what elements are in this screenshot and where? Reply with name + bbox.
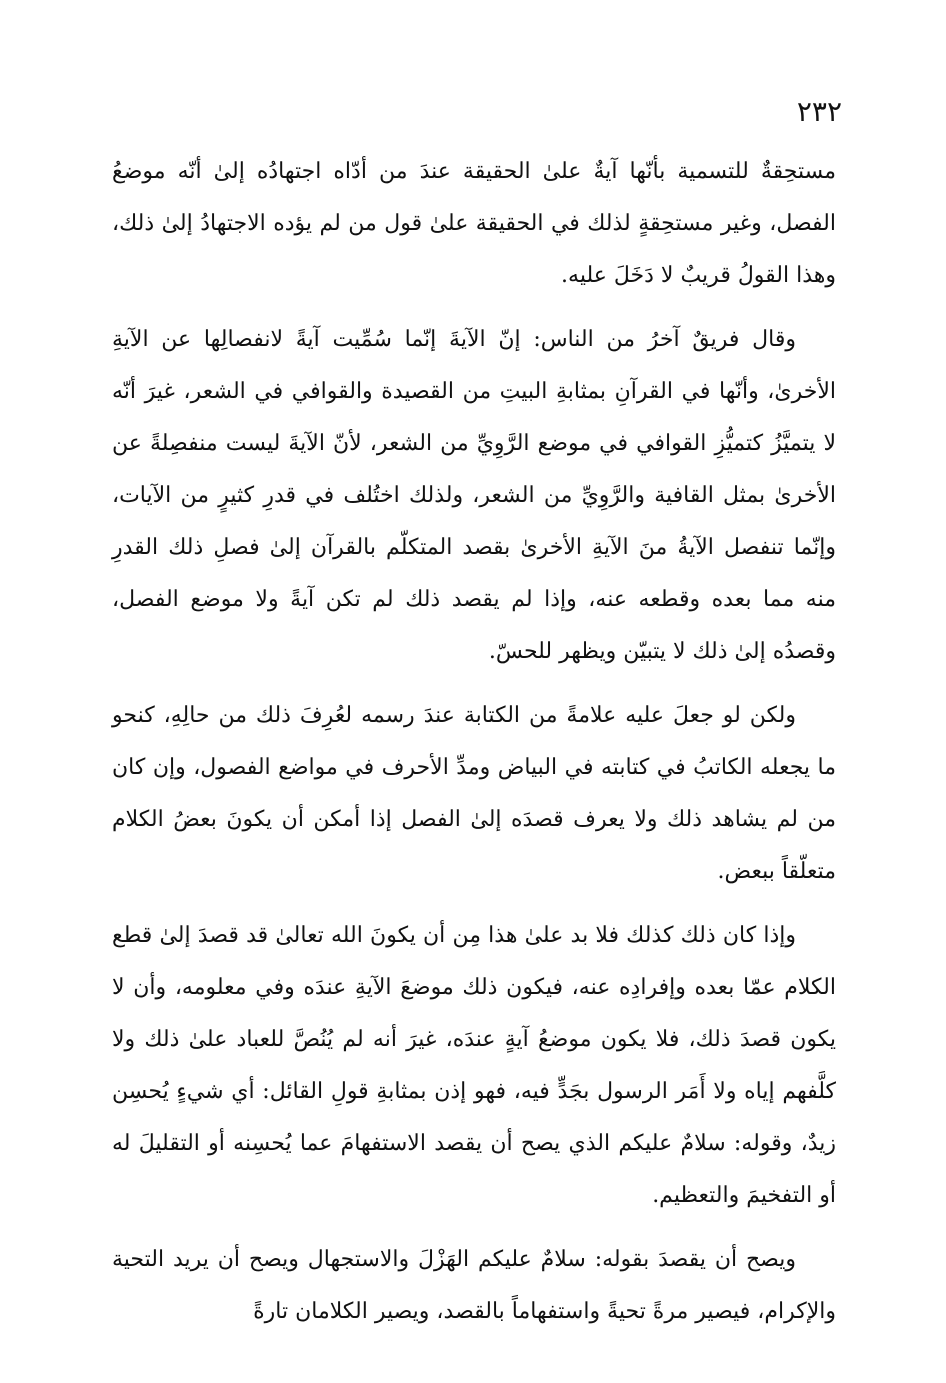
paragraph-4: وإذا كان ذلك كذلك فلا بد علىٰ هذا مِن أن يكونَ الله تعالىٰ قد قصدَ إلىٰ قطع الكلام عمّا بعده وإفرادِه عنه، فيكون ذلك موضعَ الآيةِ عندَه وفي معلومه، وأن لا يكون قصدَ ذلك، فلا يكون موضعُ آيةٍ عندَه، غيرَ أنه لم يُنُصَّ للعباد علىٰ ذلك ولا كلَّفهم إياه ولا أَمَر الرسول بجَدٍّ فيه، فهو إذن بمثابةِ قولِ القائل: أي شيءٍ يُحسِن زيدٌ، وقوله: سلامٌ عليكم الذي يصح أن يقصد الاستفهامَ عما يُحسِنه أو التقليلَ له أو التفخيمَ والتعظيم.	[112, 923, 836, 1208]
page-number: ٢٣٢	[796, 95, 842, 128]
paragraph-1: مستحِقةٌ للتسمية بأنّها آيةٌ علىٰ الحقيقة عندَ من أدّاه اجتهادُه إلىٰ أنّه موضعُ الفصل، وغير مستحِقةٍ لذلك في الحقيقة علىٰ قول من لم يؤده الاجتهادُ إلىٰ ذلك، وهذا القولُ قريبٌ لا دَخَلَ عليه.	[112, 159, 836, 288]
paragraph-5: ويصح أن يقصدَ بقوله: سلامٌ عليكم الهَزْلَ والاستجهال ويصح أن يريد التحية والإكرام، فيصير مرةً تحيةً واستفهاماً بالقصد، ويصير الكلامان تارةً	[112, 1247, 836, 1324]
paragraph-3: ولكن لو جعلَ عليه علامةً من الكتابة عندَ رسمه لعُرِفَ ذلك من حالِهِ، كنحو ما يجعله الكاتبُ في كتابته في البياض ومدِّ الأحرف في مواضع الفصول، وإن كان من لم يشاهد ذلك ولا يعرف قصدَه إلىٰ الفصل إذا أمكن أن يكونَ بعضُ الكلام متعلّقاً ببعض.	[112, 703, 836, 884]
paragraph-2: وقال فريقٌ آخرُ من الناس: إنّ الآيةَ إنّما سُمِّيت آيةً لانفصالِها عن الآيةِ الأخرىٰ، وأنّها في القرآنِ بمثابةِ البيتِ من القصيدة والقوافي في الشعر، غيرَ أنّه لا يتميَّزُ كتميُّزِ القوافي في موضع الرَّوِيِّ من الشعر، لأنّ الآيةَ ليست منفصِلةً عن الأخرىٰ بمثل القافية والرَّوِيِّ من الشعر، ولذلك اختُلف في قدرِ كثيرٍ من الآيات، وإنّما تنفصل الآيةُ منَ الآيةِ الأخرىٰ بقصد المتكلّم بالقرآن إلىٰ فصلِ ذلك القدرِ منه مما بعده وقطعه عنه، وإذا لم يقصد ذلك لم تكن آيةً ولا موضع الفصل، وقصدُه إلىٰ ذلك لا يتبيّن ويظهر للحسّ.	[112, 327, 836, 664]
page-body-text	[112, 146, 836, 1350]
